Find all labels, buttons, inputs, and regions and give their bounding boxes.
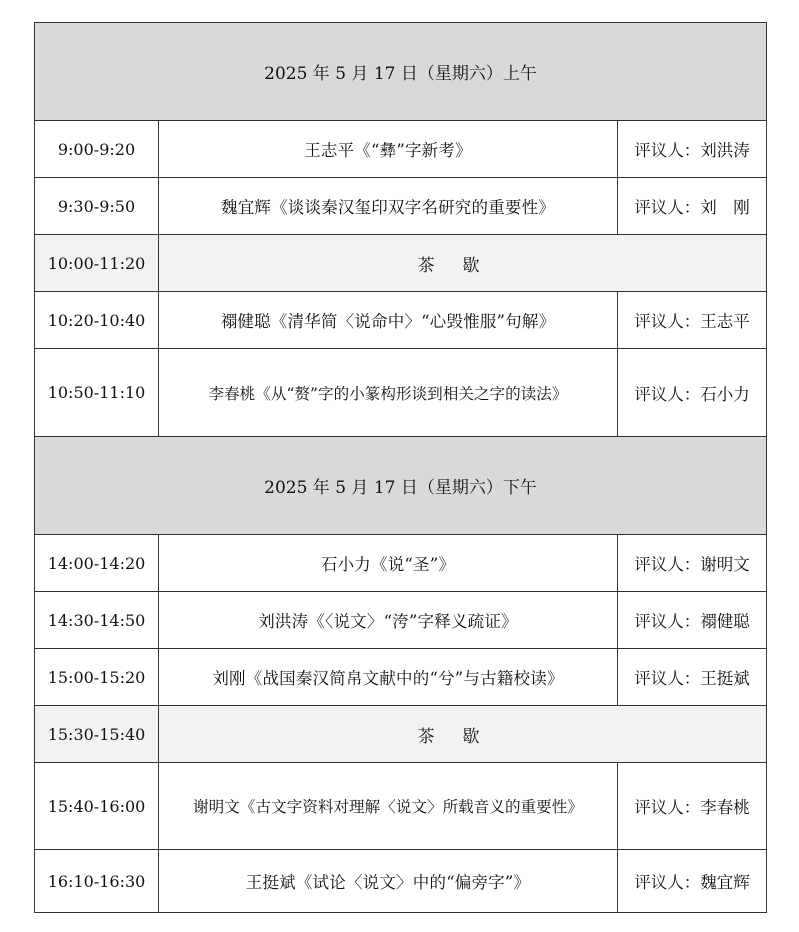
session-heading: 2025 年 5 月 17 日（星期六）下午 — [35, 437, 767, 535]
table-row — [35, 850, 767, 913]
talk-title-cell: 魏宜辉《谈谈秦汉玺印双字名研究的重要性》 — [159, 178, 618, 235]
reviewer-cell: 评议人：刘 刚 — [618, 178, 767, 235]
time-cell: 10:00-11:20 — [35, 235, 159, 292]
table-row — [35, 121, 767, 178]
session-heading: 2025 年 5 月 17 日（星期六）上午 — [35, 23, 767, 121]
time-cell: 16:10-16:30 — [35, 850, 159, 913]
table-row — [35, 178, 767, 235]
table-row — [35, 349, 767, 437]
talk-title-cell: 王挺斌《试论〈说文〉中的“偏旁字”》 — [159, 850, 618, 913]
tea-break-row — [35, 706, 767, 763]
time-cell: 15:30-15:40 — [35, 706, 159, 763]
conference-schedule-table — [34, 22, 767, 913]
time-cell: 10:50-11:10 — [35, 349, 159, 437]
talk-title-cell: 王志平《“彝”字新考》 — [159, 121, 618, 178]
reviewer-cell: 评议人：魏宜辉 — [618, 850, 767, 913]
session-header-row — [35, 437, 767, 535]
time-cell: 9:00-9:20 — [35, 121, 159, 178]
talk-title-cell: 禤健聪《清华简〈说命中〉“心毁惟服”句解》 — [159, 292, 618, 349]
table-row — [35, 592, 767, 649]
reviewer-cell: 评议人：王志平 — [618, 292, 767, 349]
time-cell: 10:20-10:40 — [35, 292, 159, 349]
session-header-row — [35, 23, 767, 121]
time-cell: 14:00-14:20 — [35, 535, 159, 592]
tea-break-label: 茶歇 — [159, 706, 767, 763]
talk-title-cell: 刘刚《战国秦汉简帛文献中的“兮”与古籍校读》 — [159, 649, 618, 706]
table-row — [35, 763, 767, 850]
reviewer-cell: 评议人：刘洪涛 — [618, 121, 767, 178]
table-row — [35, 535, 767, 592]
time-cell: 14:30-14:50 — [35, 592, 159, 649]
table-row — [35, 292, 767, 349]
talk-title-cell: 谢明文《古文字资料对理解〈说文〉所载音义的重要性》 — [159, 763, 618, 850]
time-cell: 15:00-15:20 — [35, 649, 159, 706]
reviewer-cell: 评议人：禤健聪 — [618, 592, 767, 649]
reviewer-cell: 评议人：王挺斌 — [618, 649, 767, 706]
talk-title-cell: 刘洪涛《〈说文〉“洿”字释义疏证》 — [159, 592, 618, 649]
reviewer-cell: 评议人：石小力 — [618, 349, 767, 437]
table-row — [35, 649, 767, 706]
talk-title-cell: 石小力《说“圣”》 — [159, 535, 618, 592]
reviewer-cell: 评议人：李春桃 — [618, 763, 767, 850]
talk-title-cell: 李春桃《从“赘”字的小篆构形谈到相关之字的读法》 — [159, 349, 618, 437]
reviewer-cell: 评议人：谢明文 — [618, 535, 767, 592]
tea-break-row — [35, 235, 767, 292]
time-cell: 15:40-16:00 — [35, 763, 159, 850]
tea-break-label: 茶歇 — [159, 235, 767, 292]
time-cell: 9:30-9:50 — [35, 178, 159, 235]
